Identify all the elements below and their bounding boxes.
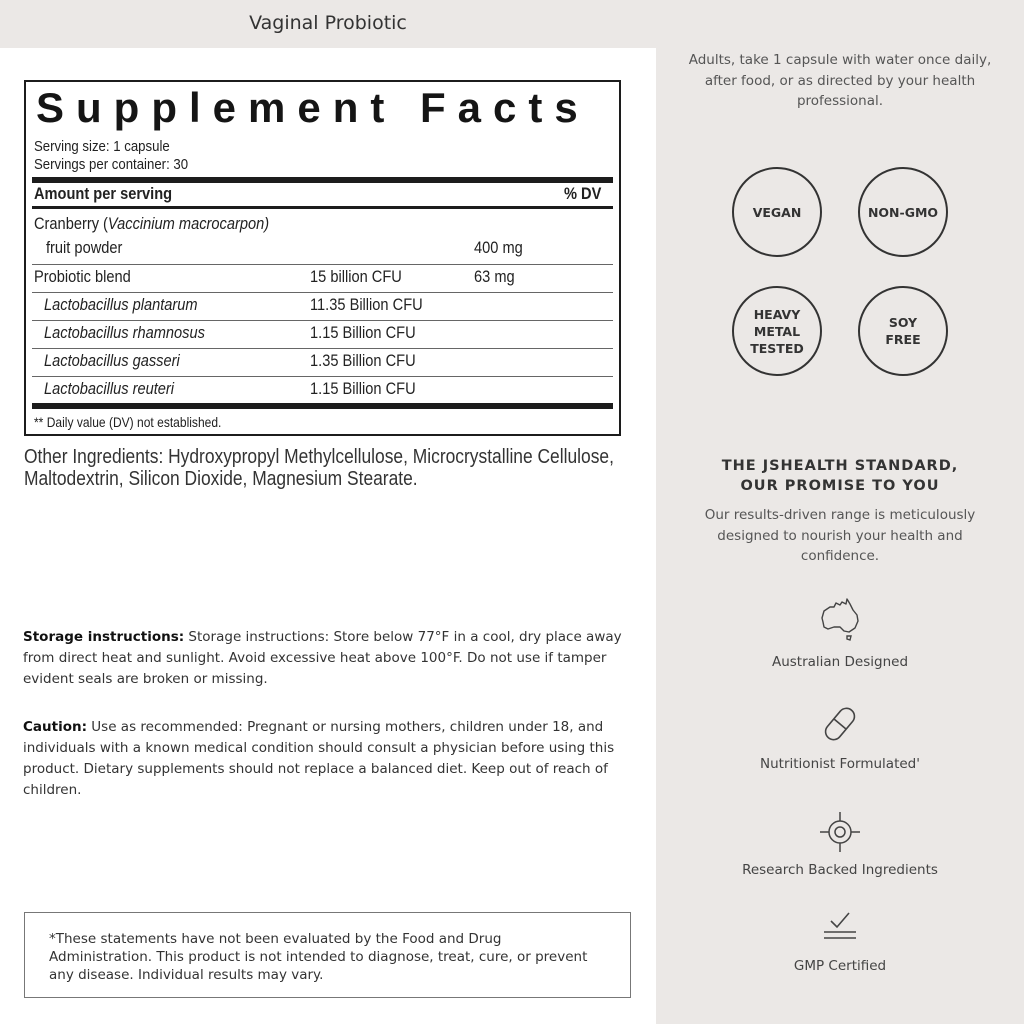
feature-label: Nutritionist Formulated' [760,756,920,772]
right-panel [656,0,1024,1024]
feature-label: Australian Designed [771,654,909,670]
row-cranberry-name: Cranberry (Vaccinium macrocarpon) [34,214,270,233]
caution-section [23,717,639,801]
product-title: Vaginal Probiotic [249,12,407,34]
badge-vegan: VEGAN [732,167,822,257]
supplement-facts-panel [24,80,621,436]
feature-label: Research Backed Ingredients [742,862,938,878]
row-cranberry-dv: 400 mg [474,238,523,257]
row-rhamnosus-name: Lactobacillus rhamnosus [44,323,205,342]
facts-footnote: ** Daily value (DV) not established. [34,414,222,430]
storage-instructions [23,627,639,690]
caution-text: Use as recommended: Pregnant or nursing mothers, children under 18, and individuals with a known medical condition should consult a physician before using this product. Dietary supplements should not replace a balanced diet. Keep out of reach of children. [23,719,615,798]
capsule-icon [816,700,864,748]
row-probiotic-name: Probiotic blend [34,267,131,286]
row-reuteri-amount: 1.15 Billion CFU [310,379,416,398]
row-divider [32,320,613,321]
amount-header: Amount per serving [34,184,173,203]
row-cranberry-name2: fruit powder [46,238,123,257]
title-bar [0,0,656,48]
fda-disclaimer: *These statements have not been evaluated by the Food and Drug Administration. This product is not intended to diagnose, treat, cure, or prevent any disease. Individual results may vary. [24,912,631,998]
facts-heading: Supplement Facts [36,84,590,131]
divider-medium [32,206,613,209]
row-divider [32,348,613,349]
serving-size: Serving size: 1 capsule [34,138,170,155]
storage-label: Storage instructions: [23,629,185,645]
australia-map-icon [816,594,864,642]
row-divider [32,264,613,265]
row-plantarum-name: Lactobacillus plantarum [44,295,198,314]
standard-text: Our results-driven range is meticulously designed to nourish your health and confidence. [704,507,976,564]
row-probiotic-dv: 63 mg [474,267,515,286]
row-gasseri-name: Lactobacillus gasseri [44,351,180,370]
badge-heavy-metal-tested: HEAVY METAL TESTED [732,286,822,376]
target-icon [816,808,864,856]
row-reuteri-name: Lactobacillus reuteri [44,379,175,398]
badge-non-gmo: NON-GMO [858,167,948,257]
row-divider [32,376,613,377]
dv-header: % DV [564,184,602,203]
caution-label: Caution: [23,719,87,735]
badge-soy-free: SOY FREE [858,286,948,376]
checkmark-icon [816,904,864,952]
row-gasseri-amount: 1.35 Billion CFU [310,351,416,370]
divider-thick [32,403,613,409]
storage-text: Storage instructions: Store below 77°F in a cool, dry place away from direct heat and sunlight. Avoid excessive heat above 100°F. Do not use if tamper evident seals are broken or missing. [23,629,622,687]
divider-thick [32,177,613,183]
feature-label: GMP Certified [793,958,887,974]
row-probiotic-amount: 15 billion CFU [310,267,402,286]
row-divider [32,292,613,293]
servings-per-container: Servings per container: 30 [34,156,189,173]
other-ingredients: Other Ingredients: Hydroxypropyl Methylcellulose, Microcrystalline Cellulose, Maltodextrin, Silicon Dioxide, Magnesium Stearate. [24,446,614,490]
row-plantarum-amount: 11.35 Billion CFU [310,295,423,314]
directions: Adults, take 1 capsule with water once daily, after food, or as directed by your health professional. [688,52,992,109]
standard-heading: THE JSHEALTH STANDARD, OUR PROMISE TO YOU [721,458,959,494]
row-rhamnosus-amount: 1.15 Billion CFU [310,323,416,342]
serving-info [34,138,188,174]
